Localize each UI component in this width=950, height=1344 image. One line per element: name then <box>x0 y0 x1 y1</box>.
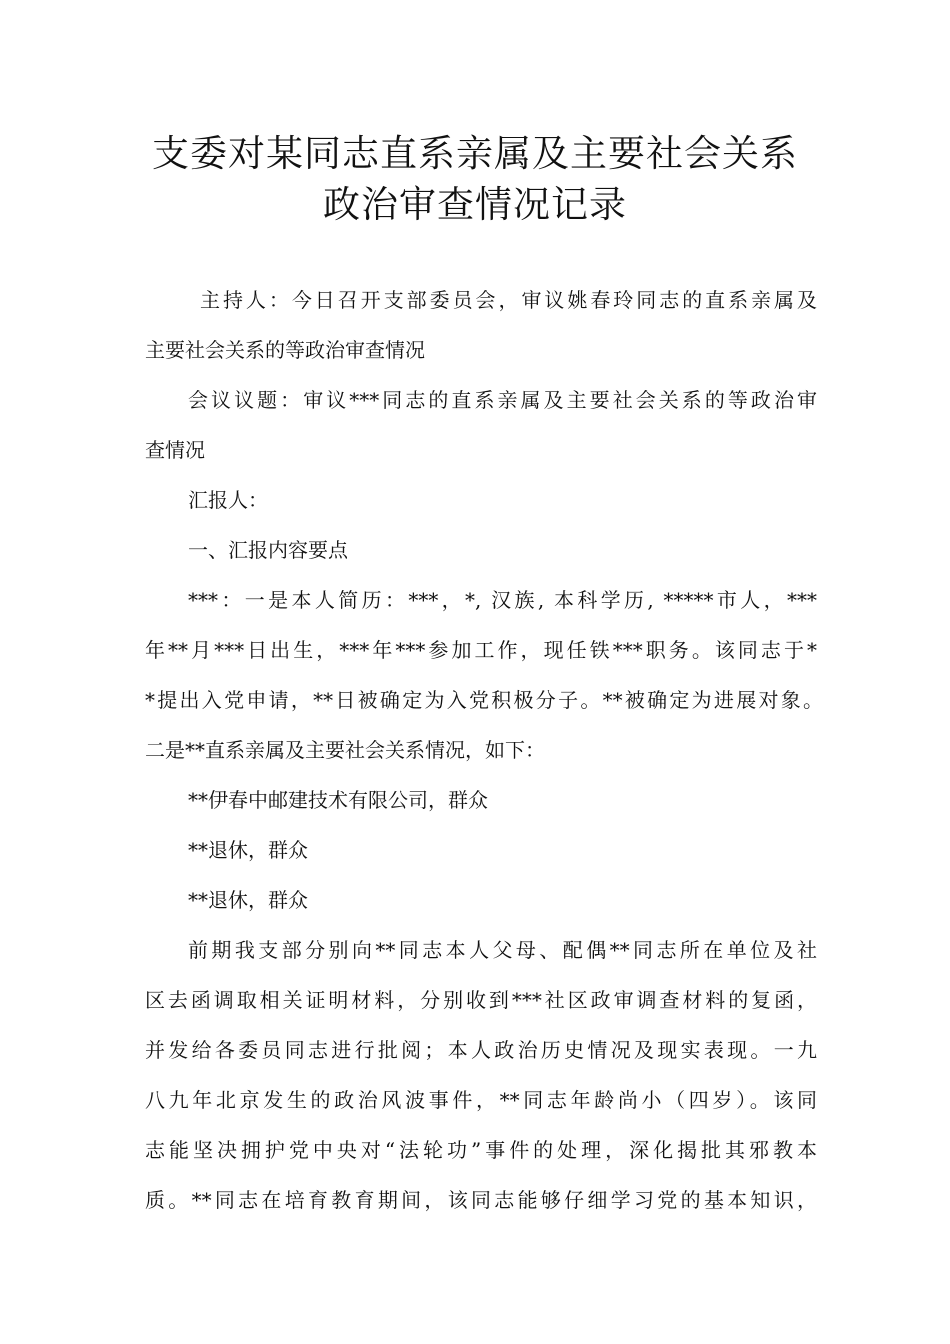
review-paragraph-line: 志能坚决拥护党中央对“法轮功”事件的处理，深化揭批其邪教本 <box>145 1138 817 1162</box>
review-paragraph-line: 并发给各委员同志进行批阅；本人政治历史情况及现实表现。一九 <box>145 1038 817 1062</box>
review-paragraph-line: 质。**同志在培育教育期间，该同志能够仔细学习党的基本知识， <box>145 1188 817 1212</box>
host-statement-line-2: 主要社会关系的等政治审查情况 <box>145 338 425 362</box>
agenda-line-2: 查情况 <box>145 438 205 462</box>
reporter-label: 汇报人： <box>188 488 268 512</box>
document-title-line-2: 政治审查情况记录 <box>323 183 627 226</box>
review-paragraph-line: 八九年北京发生的政治风波事件，**同志年龄尚小（四岁）。该同 <box>145 1088 817 1112</box>
section-heading: 一、汇报内容要点 <box>188 538 348 562</box>
resume-line-1: ***：一是本人简历：***，*, 汉族, 本科学历, *****市人，*** <box>188 588 817 612</box>
resume-line-4: 二是**直系亲属及主要社会关系情况，如下： <box>145 738 545 762</box>
relative-item: **退休，群众 <box>188 838 308 862</box>
resume-line-3: *提出入党申请，**日被确定为入党积极分子。**被确定为进展对象。 <box>145 688 823 712</box>
relative-item: **伊春中邮建技术有限公司，群众 <box>188 788 488 812</box>
document-title-line-1: 支委对某同志直系亲属及主要社会关系 <box>152 132 798 175</box>
host-statement-line-1: 主持人：今日召开支部委员会，审议姚春玲同志的直系亲属及 <box>200 288 817 312</box>
review-paragraph-line: 前期我支部分别向**同志本人父母、配偶**同志所在单位及社 <box>188 938 817 962</box>
resume-line-2: 年**月***日出生，***年***参加工作，现任铁***职务。该同志于* <box>145 638 817 662</box>
agenda-line-1: 会议议题：审议***同志的直系亲属及主要社会关系的等政治审 <box>188 388 817 412</box>
review-paragraph-line: 区去函调取相关证明材料，分别收到***社区政审调查材料的复函， <box>145 988 817 1012</box>
relative-item: **退休，群众 <box>188 888 308 912</box>
